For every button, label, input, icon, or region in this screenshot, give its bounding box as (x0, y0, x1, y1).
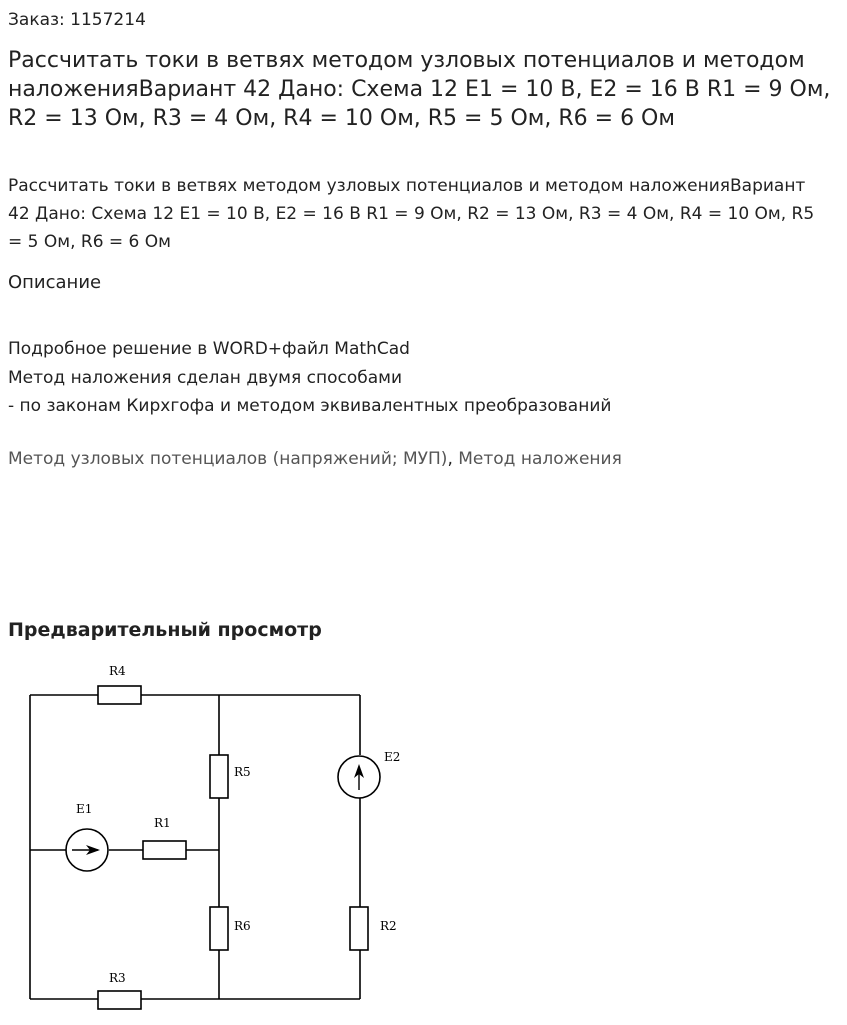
circuit-schematic (0, 655, 420, 1025)
order-number: Заказ: 1157214 (8, 10, 146, 30)
task-summary: Рассчитать токи в ветвях методом узловых потенциалов и методом наложенияВариант 42 Дано: Схема 12 E1 = 10 В, E2 = 16 В R1 = 9 Ом, R2 = 13 Ом, R3 = 4 Ом, R4 = 10 Ом, R5 = 5 Ом, R6 = 6 Ом (8, 176, 815, 252)
description-line: Подробное решение в WORD+файл MathCad (8, 339, 410, 359)
description-line: - по законам Кирхгофа и методом эквивалентных преобразований (8, 396, 612, 416)
label-r2: R2 (380, 919, 397, 933)
label-r5: R5 (234, 765, 251, 779)
resistor-r3 (98, 991, 141, 1009)
tag-list (8, 449, 622, 469)
tag-separator: , (447, 449, 453, 469)
label-r4: R4 (109, 664, 126, 678)
label-e1: E1 (76, 802, 93, 816)
description-line: Метод наложения сделан двумя способами (8, 367, 402, 388)
resistor-r4 (98, 686, 141, 704)
label-r1: R1 (154, 816, 171, 830)
preview-heading: Предварительный просмотр (8, 619, 322, 641)
label-e2: E2 (384, 750, 401, 764)
description-body (8, 335, 611, 421)
label-r3: R3 (109, 971, 126, 985)
resistor-r6 (210, 907, 228, 950)
label-r6: R6 (234, 919, 251, 933)
description-heading: Описание (8, 272, 102, 293)
resistor-r2 (350, 907, 368, 950)
resistor-r5 (210, 755, 228, 798)
tag-link-superposition[interactable]: Метод наложения (458, 449, 622, 469)
resistor-r1 (143, 841, 186, 859)
tag-link-node-potentials[interactable]: Метод узловых потенциалов (напряжений; МУП) (8, 449, 448, 469)
page-title: Рассчитать токи в ветвях методом узловых потенциалов и методом наложенияВариант 42 Дано: Схема 12 E1 = 10 В, E2 = 16 В R1 = 9 Ом, R2 = 13 Ом, R3 = 4 Ом, R4 = 10 Ом, R5 = 5 Ом, R6 = 6 Ом (8, 48, 831, 131)
